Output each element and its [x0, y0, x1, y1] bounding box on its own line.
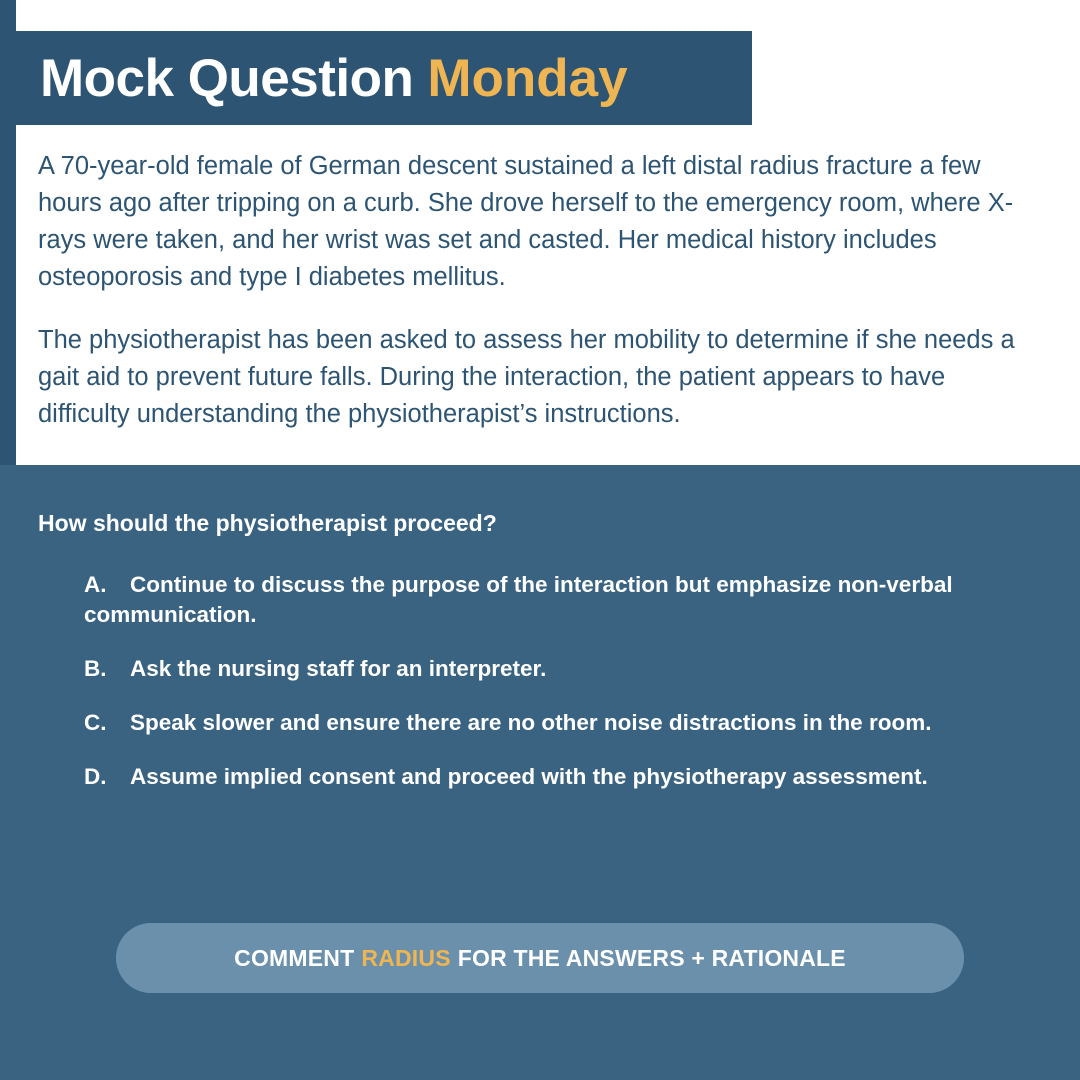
cta-keyword: RADIUS [361, 944, 451, 971]
cta-button[interactable] [116, 923, 964, 993]
title-primary: Mock Question [40, 48, 414, 108]
option-letter-d: D. [84, 764, 107, 789]
case-vignette [38, 148, 1043, 433]
vignette-section [0, 0, 1080, 465]
option-letter-a: A. [84, 572, 107, 597]
answer-options-list [84, 570, 1014, 816]
answer-option-c[interactable] [84, 708, 1014, 738]
cta-suffix: FOR THE ANSWERS + RATIONALE [457, 944, 846, 971]
option-text-b: Ask the nursing staff for an interpreter. [130, 656, 547, 681]
vignette-paragraph-1: A 70-year-old female of German descent sustained a left distal radius fracture a few hours ago after tripping on a curb. She drove herself to the emergency room, where X-rays were taken, and her wrist was set and casted. Her medical history includes osteoporosis and type I diabetes mellitus. [38, 152, 1014, 291]
option-text-d: Assume implied consent and proceed with the physiotherapy assessment. [130, 764, 928, 789]
answer-option-a[interactable] [84, 570, 1014, 630]
vignette-paragraph-2: The physiotherapist has been asked to assess her mobility to determine if she needs a gait aid to prevent future falls. During the interaction, the patient appears to have difficulty understanding the physiotherapist’s instructions. [38, 326, 1015, 428]
option-letter-c: C. [84, 710, 107, 735]
option-letter-b: B. [84, 656, 107, 681]
answer-option-d[interactable] [84, 762, 1014, 792]
option-text-c: Speak slower and ensure there are no other noise distractions in the room. [130, 710, 932, 735]
title-accent: Monday [427, 48, 628, 108]
cta-prefix: COMMENT [234, 944, 355, 971]
question-section [0, 465, 1080, 1080]
answer-option-b[interactable] [84, 654, 1014, 684]
option-text-a: Continue to discuss the purpose of the interaction but emphasize non-verbal communication. [84, 572, 953, 627]
title-banner [0, 31, 752, 125]
question-stem: How should the physiotherapist proceed? [38, 510, 497, 536]
